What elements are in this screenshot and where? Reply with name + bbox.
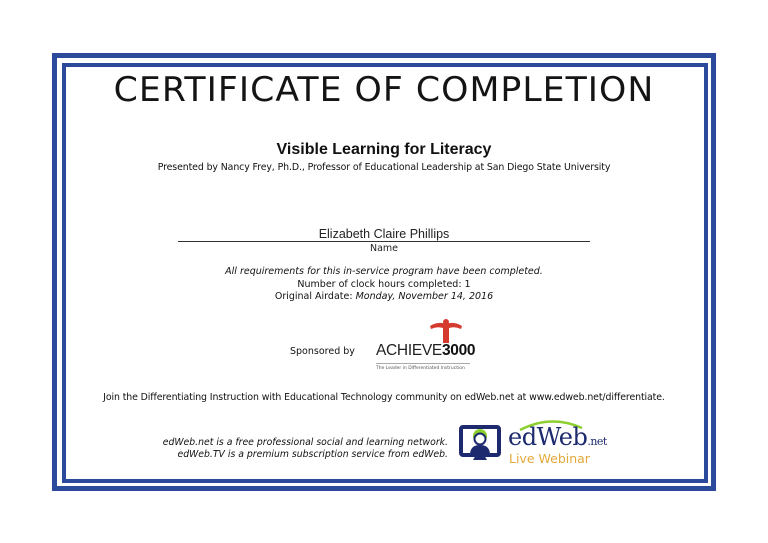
achieve-figure-icon: [428, 318, 464, 344]
clock-hours-text: Number of clock hours completed: 1: [297, 279, 471, 290]
achieve-tagline: The Leader in Differentiated Instruction: [376, 366, 465, 371]
live-webinar-label: Live Webinar: [509, 451, 590, 466]
sponsored-by-label: Sponsored by: [290, 346, 355, 357]
achieve-wordmark: ACHIEVE3000: [376, 342, 476, 359]
course-title: Visible Learning for Literacy: [276, 141, 492, 158]
certificate-title: CERTIFICATE OF COMPLETION: [113, 70, 655, 110]
achieve3000-logo: [376, 318, 476, 376]
name-label: Name: [369, 243, 399, 254]
monitor-person-icon: [458, 422, 502, 466]
presenter-line: Presented by Nancy Frey, Ph.D., Professor of Educational Leadership at San Diego State University: [157, 162, 611, 173]
airdate-label: Original Airdate:: [274, 291, 353, 302]
achieve-divider: [376, 363, 470, 364]
community-join-text: Join the Differentiating Instruction with Educational Technology community on edWeb.net at www.edweb.net/differentiate.: [103, 392, 665, 403]
airdate-value: Monday, November 14, 2016: [355, 291, 494, 302]
edweb-live-webinar-logo: [458, 418, 607, 470]
edweb-wordmark: edWeb.net: [508, 423, 607, 451]
airdate-text: [0, 291, 768, 302]
edweb-description-line1: edWeb.net is a free professional social and learning network.: [162, 437, 448, 448]
edweb-description-line2: edWeb.TV is a premium subscription service from edWeb.: [177, 449, 448, 460]
recipient-name: Elizabeth Claire Phillips: [318, 227, 450, 241]
requirements-text: All requirements for this in-service program have been completed.: [225, 266, 543, 277]
